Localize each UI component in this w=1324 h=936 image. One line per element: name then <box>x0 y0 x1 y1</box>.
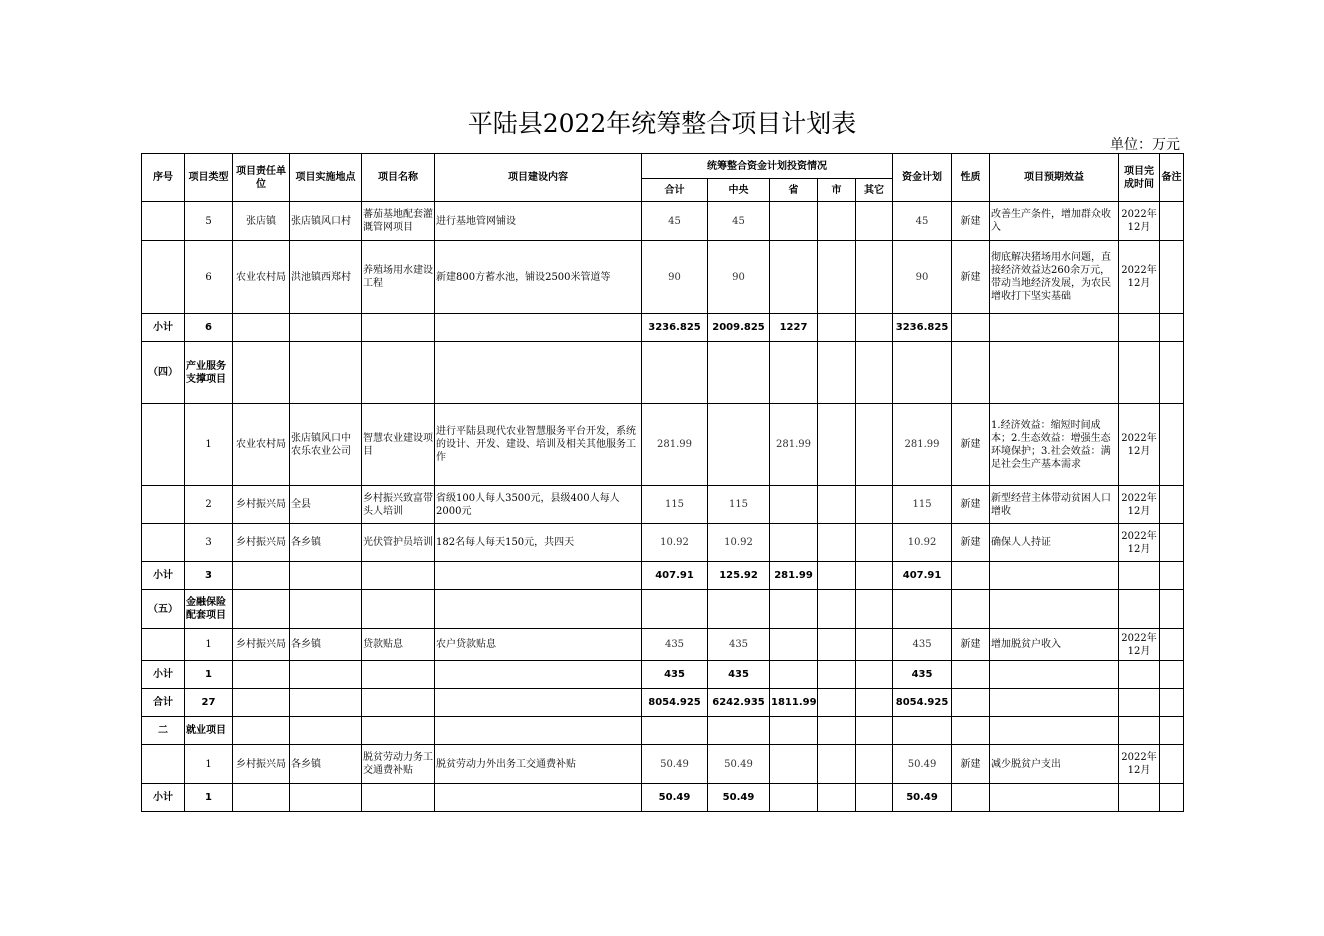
cell-province <box>770 590 818 629</box>
header-completion: 项目完成时间 <box>1119 154 1160 202</box>
cell-content: 进行平陆县现代农业智慧服务平台开发，系统的设计、开发、建设、培训及相关其他服务工作 <box>435 404 642 486</box>
cell-remark <box>1160 562 1184 590</box>
cell-location <box>290 784 362 812</box>
cell-type: 1 <box>185 404 233 486</box>
cell-completion <box>1119 314 1160 342</box>
cell-central: 90 <box>708 241 770 314</box>
cell-province <box>770 784 818 812</box>
header-location: 项目实施地点 <box>290 154 362 202</box>
cell-central: 45 <box>708 202 770 241</box>
cell-seq: （五） <box>142 590 185 629</box>
cell-completion <box>1119 661 1160 689</box>
cell-total: 10.92 <box>642 524 708 562</box>
header-other: 其它 <box>856 179 893 202</box>
cell-plan: 50.49 <box>893 784 952 812</box>
cell-seq: 小计 <box>142 314 185 342</box>
cell-location: 洪池镇西郑村 <box>290 241 362 314</box>
cell-nature <box>952 562 990 590</box>
cell-other <box>856 202 893 241</box>
table-body <box>142 202 1184 812</box>
header-content: 项目建设内容 <box>435 154 642 202</box>
cell-unit: 乡村振兴局 <box>233 524 290 562</box>
cell-province: 1227 <box>770 314 818 342</box>
cell-city <box>818 562 856 590</box>
cell-completion: 2022年12月 <box>1119 745 1160 784</box>
cell-total <box>642 717 708 745</box>
cell-unit <box>233 689 290 717</box>
cell-benefit <box>990 689 1119 717</box>
cell-location <box>290 717 362 745</box>
cell-plan: 90 <box>893 241 952 314</box>
subtotal-row <box>142 784 1184 812</box>
cell-plan <box>893 342 952 404</box>
cell-total: 8054.925 <box>642 689 708 717</box>
cell-other <box>856 314 893 342</box>
cell-benefit <box>990 342 1119 404</box>
cell-completion <box>1119 590 1160 629</box>
cell-central: 125.92 <box>708 562 770 590</box>
header-seq: 序号 <box>142 154 185 202</box>
cell-seq: 小计 <box>142 562 185 590</box>
cell-central <box>708 717 770 745</box>
cell-plan: 407.91 <box>893 562 952 590</box>
cell-plan: 435 <box>893 629 952 661</box>
cell-province <box>770 524 818 562</box>
cell-province <box>770 241 818 314</box>
cell-plan <box>893 717 952 745</box>
header-province: 省 <box>770 179 818 202</box>
cell-province: 281.99 <box>770 404 818 486</box>
cell-seq <box>142 629 185 661</box>
cell-completion: 2022年12月 <box>1119 241 1160 314</box>
unit-label: 单位：万元 <box>1110 137 1180 153</box>
cell-name: 贷款贴息 <box>362 629 435 661</box>
cell-benefit: 确保人人持证 <box>990 524 1119 562</box>
cell-location <box>290 661 362 689</box>
cell-name <box>362 661 435 689</box>
cell-type: 金融保险配套项目 <box>185 590 233 629</box>
cell-name <box>362 342 435 404</box>
cell-central: 50.49 <box>708 745 770 784</box>
cell-name: 光伏管护员培训 <box>362 524 435 562</box>
subtotal-row <box>142 562 1184 590</box>
cell-other <box>856 342 893 404</box>
cell-other <box>856 404 893 486</box>
cell-city <box>818 784 856 812</box>
cell-city <box>818 241 856 314</box>
cell-benefit <box>990 717 1119 745</box>
cell-remark <box>1160 661 1184 689</box>
cell-seq <box>142 241 185 314</box>
cell-other <box>856 784 893 812</box>
cell-other <box>856 562 893 590</box>
cell-province <box>770 202 818 241</box>
cell-location: 张店镇风口中农乐农业公司 <box>290 404 362 486</box>
cell-city <box>818 524 856 562</box>
header-plan: 资金计划 <box>893 154 952 202</box>
cell-unit: 农业农村局 <box>233 241 290 314</box>
cell-nature <box>952 590 990 629</box>
cell-other <box>856 486 893 524</box>
cell-nature: 新建 <box>952 202 990 241</box>
cell-nature <box>952 784 990 812</box>
cell-nature <box>952 661 990 689</box>
cell-location <box>290 590 362 629</box>
table-row <box>142 745 1184 784</box>
cell-content <box>435 342 642 404</box>
cell-other <box>856 241 893 314</box>
cell-plan: 435 <box>893 661 952 689</box>
header-name: 项目名称 <box>362 154 435 202</box>
cell-remark <box>1160 590 1184 629</box>
cell-central: 2009.825 <box>708 314 770 342</box>
cell-province <box>770 629 818 661</box>
cell-plan: 8054.925 <box>893 689 952 717</box>
cell-benefit <box>990 661 1119 689</box>
cell-location <box>290 342 362 404</box>
cell-other <box>856 745 893 784</box>
table-row <box>142 241 1184 314</box>
cell-name: 乡村振兴致富带头人培训 <box>362 486 435 524</box>
cell-type: 6 <box>185 314 233 342</box>
cell-total <box>642 342 708 404</box>
cell-content <box>435 784 642 812</box>
cell-total: 45 <box>642 202 708 241</box>
cell-type: 27 <box>185 689 233 717</box>
subtotal-row <box>142 689 1184 717</box>
cell-province <box>770 342 818 404</box>
cell-remark <box>1160 629 1184 661</box>
header-type: 项目类型 <box>185 154 233 202</box>
cell-name: 智慧农业建设项目 <box>362 404 435 486</box>
cell-province <box>770 717 818 745</box>
cell-seq: 合计 <box>142 689 185 717</box>
cell-total <box>642 590 708 629</box>
cell-type: 1 <box>185 784 233 812</box>
cell-seq: 小计 <box>142 661 185 689</box>
cell-name <box>362 689 435 717</box>
table-row <box>142 486 1184 524</box>
cell-total: 50.49 <box>642 784 708 812</box>
cell-remark <box>1160 404 1184 486</box>
cell-nature <box>952 314 990 342</box>
cell-central: 10.92 <box>708 524 770 562</box>
cell-completion <box>1119 689 1160 717</box>
cell-seq <box>142 486 185 524</box>
cell-content: 省级100人每人3500元，县级400人每人2000元 <box>435 486 642 524</box>
cell-nature: 新建 <box>952 629 990 661</box>
cell-city <box>818 745 856 784</box>
cell-city <box>818 314 856 342</box>
cell-type: 1 <box>185 745 233 784</box>
cell-completion: 2022年12月 <box>1119 486 1160 524</box>
cell-unit <box>233 314 290 342</box>
cell-city <box>818 404 856 486</box>
cell-seq <box>142 745 185 784</box>
cell-benefit: 增加脱贫户收入 <box>990 629 1119 661</box>
cell-seq: （四） <box>142 342 185 404</box>
cell-name: 养殖场用水建设工程 <box>362 241 435 314</box>
cell-remark <box>1160 717 1184 745</box>
cell-unit <box>233 562 290 590</box>
cell-completion: 2022年12月 <box>1119 524 1160 562</box>
cell-type: 就业项目 <box>185 717 233 745</box>
cell-content: 农户贷款贴息 <box>435 629 642 661</box>
table-row <box>142 629 1184 661</box>
cell-type: 3 <box>185 524 233 562</box>
cell-type: 2 <box>185 486 233 524</box>
cell-type: 6 <box>185 241 233 314</box>
cell-remark <box>1160 524 1184 562</box>
cell-unit: 农业农村局 <box>233 404 290 486</box>
table-row <box>142 202 1184 241</box>
cell-benefit: 彻底解决猪场用水问题，直接经济效益达260余万元，带动当地经济发展，为农民增收打下坚实基础 <box>990 241 1119 314</box>
cell-plan: 45 <box>893 202 952 241</box>
cell-central: 435 <box>708 661 770 689</box>
project-plan-table <box>141 153 1184 812</box>
cell-plan: 3236.825 <box>893 314 952 342</box>
cell-content: 182名每人每天150元，共四天 <box>435 524 642 562</box>
cell-type: 产业服务支撑项目 <box>185 342 233 404</box>
cell-central <box>708 404 770 486</box>
cell-content <box>435 661 642 689</box>
page-title: 平陆县2022年统筹整合项目计划表 <box>467 109 857 138</box>
cell-location: 全县 <box>290 486 362 524</box>
cell-benefit: 新型经营主体带动贫困人口增收 <box>990 486 1119 524</box>
cell-benefit <box>990 314 1119 342</box>
cell-benefit: 1.经济效益：缩短时间成本；2.生态效益：增强生态环境保护；3.社会效益：满足社会生产基本需求 <box>990 404 1119 486</box>
cell-unit <box>233 717 290 745</box>
header-total: 合计 <box>642 179 708 202</box>
cell-location <box>290 562 362 590</box>
cell-province: 281.99 <box>770 562 818 590</box>
cell-central: 435 <box>708 629 770 661</box>
cell-content: 进行基地管网铺设 <box>435 202 642 241</box>
cell-seq <box>142 202 185 241</box>
cell-name <box>362 717 435 745</box>
cell-city <box>818 202 856 241</box>
cell-remark <box>1160 745 1184 784</box>
cell-type: 5 <box>185 202 233 241</box>
cell-city <box>818 629 856 661</box>
cell-unit: 乡村振兴局 <box>233 486 290 524</box>
cell-central: 50.49 <box>708 784 770 812</box>
cell-nature: 新建 <box>952 486 990 524</box>
cell-total: 435 <box>642 661 708 689</box>
cell-benefit <box>990 590 1119 629</box>
cell-plan: 10.92 <box>893 524 952 562</box>
header-fund-group: 统筹整合资金计划投资情况 <box>642 154 893 179</box>
cell-content <box>435 314 642 342</box>
table-row <box>142 404 1184 486</box>
cell-remark <box>1160 314 1184 342</box>
cell-remark <box>1160 486 1184 524</box>
cell-central <box>708 590 770 629</box>
header-benefit: 项目预期效益 <box>990 154 1119 202</box>
cell-central: 6242.935 <box>708 689 770 717</box>
category-row <box>142 717 1184 745</box>
cell-location <box>290 689 362 717</box>
cell-unit <box>233 342 290 404</box>
cell-total: 90 <box>642 241 708 314</box>
cell-nature: 新建 <box>952 745 990 784</box>
cell-remark <box>1160 202 1184 241</box>
cell-city <box>818 342 856 404</box>
cell-type: 1 <box>185 661 233 689</box>
cell-nature: 新建 <box>952 524 990 562</box>
cell-city <box>818 486 856 524</box>
cell-province <box>770 745 818 784</box>
cell-benefit <box>990 784 1119 812</box>
header-remark: 备注 <box>1160 154 1184 202</box>
cell-other <box>856 689 893 717</box>
cell-unit <box>233 590 290 629</box>
cell-unit <box>233 661 290 689</box>
cell-completion: 2022年12月 <box>1119 202 1160 241</box>
cell-other <box>856 717 893 745</box>
cell-plan: 281.99 <box>893 404 952 486</box>
cell-total: 435 <box>642 629 708 661</box>
cell-nature <box>952 689 990 717</box>
cell-completion <box>1119 562 1160 590</box>
header-central: 中央 <box>708 179 770 202</box>
cell-unit: 乡村振兴局 <box>233 629 290 661</box>
cell-city <box>818 590 856 629</box>
cell-name <box>362 562 435 590</box>
cell-province: 1811.99 <box>770 689 818 717</box>
cell-other <box>856 590 893 629</box>
cell-benefit: 减少脱贫户支出 <box>990 745 1119 784</box>
cell-name <box>362 590 435 629</box>
subtotal-row <box>142 314 1184 342</box>
cell-type: 3 <box>185 562 233 590</box>
cell-city <box>818 661 856 689</box>
cell-content <box>435 689 642 717</box>
header-nature: 性质 <box>952 154 990 202</box>
header-city: 市 <box>818 179 856 202</box>
cell-plan: 115 <box>893 486 952 524</box>
cell-name: 蕃茄基地配套灌溉管网项目 <box>362 202 435 241</box>
cell-city <box>818 717 856 745</box>
cell-remark <box>1160 689 1184 717</box>
cell-remark <box>1160 342 1184 404</box>
cell-benefit <box>990 562 1119 590</box>
cell-total: 115 <box>642 486 708 524</box>
cell-type: 1 <box>185 629 233 661</box>
cell-completion <box>1119 717 1160 745</box>
cell-other <box>856 629 893 661</box>
cell-province <box>770 661 818 689</box>
cell-completion: 2022年12月 <box>1119 629 1160 661</box>
cell-central <box>708 342 770 404</box>
cell-remark <box>1160 241 1184 314</box>
cell-content: 脱贫劳动力外出务工交通费补贴 <box>435 745 642 784</box>
subtotal-row <box>142 661 1184 689</box>
cell-plan: 50.49 <box>893 745 952 784</box>
cell-unit: 张店镇 <box>233 202 290 241</box>
cell-content <box>435 717 642 745</box>
cell-completion: 2022年12月 <box>1119 404 1160 486</box>
cell-completion <box>1119 784 1160 812</box>
cell-total: 3236.825 <box>642 314 708 342</box>
cell-total: 50.49 <box>642 745 708 784</box>
table-row <box>142 524 1184 562</box>
header-unit: 项目责任单位 <box>233 154 290 202</box>
cell-nature: 新建 <box>952 404 990 486</box>
cell-unit <box>233 784 290 812</box>
category-row <box>142 342 1184 404</box>
cell-completion <box>1119 342 1160 404</box>
cell-seq: 小计 <box>142 784 185 812</box>
cell-other <box>856 661 893 689</box>
cell-location: 张店镇风口村 <box>290 202 362 241</box>
cell-seq: 二 <box>142 717 185 745</box>
cell-location <box>290 314 362 342</box>
cell-province <box>770 486 818 524</box>
cell-central: 115 <box>708 486 770 524</box>
cell-other <box>856 524 893 562</box>
cell-content <box>435 562 642 590</box>
cell-benefit: 改善生产条件，增加群众收入 <box>990 202 1119 241</box>
cell-remark <box>1160 784 1184 812</box>
cell-content <box>435 590 642 629</box>
category-row <box>142 590 1184 629</box>
cell-name: 脱贫劳动力务工交通费补贴 <box>362 745 435 784</box>
cell-name <box>362 314 435 342</box>
cell-seq <box>142 524 185 562</box>
cell-total: 407.91 <box>642 562 708 590</box>
cell-nature <box>952 342 990 404</box>
cell-location: 各乡镇 <box>290 745 362 784</box>
cell-location: 各乡镇 <box>290 629 362 661</box>
cell-name <box>362 784 435 812</box>
cell-seq <box>142 404 185 486</box>
cell-plan <box>893 590 952 629</box>
cell-unit: 乡村振兴局 <box>233 745 290 784</box>
cell-nature <box>952 717 990 745</box>
cell-city <box>818 689 856 717</box>
cell-total: 281.99 <box>642 404 708 486</box>
cell-location: 各乡镇 <box>290 524 362 562</box>
cell-nature: 新建 <box>952 241 990 314</box>
cell-content: 新建800方蓄水池，铺设2500米管道等 <box>435 241 642 314</box>
